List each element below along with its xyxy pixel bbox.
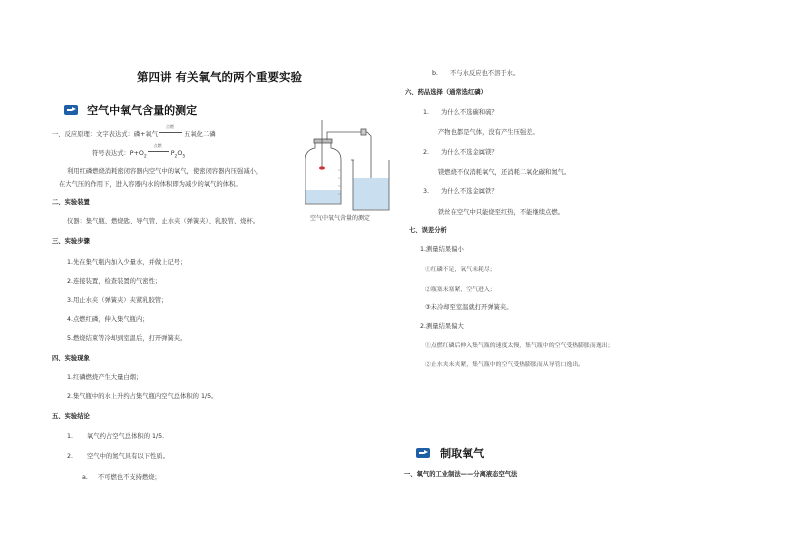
symbol-lead: 符号表达式：P+O	[92, 150, 144, 157]
error-high-heading: 2.测量结果偏大	[420, 323, 464, 330]
error-low-item: ②瓶塞未塞紧，空气进入；	[425, 287, 496, 293]
beaker-water	[354, 178, 389, 210]
equation-lead: 一、反应原理：文字表达式：磷+氧气	[52, 131, 159, 138]
arrow-right-icon	[64, 105, 78, 115]
answer-text: 铁丝在空气中只能烧至红热，不能继续点燃。	[438, 209, 564, 216]
error-high-item: ②止水夹未夹紧，集气瓶中的空气受热膨胀而从导管口逸出。	[425, 362, 585, 368]
section-heading-label: 空气中氧气含量的测定	[87, 104, 198, 117]
heading-steps: 三、实验步骤	[52, 238, 90, 245]
conclusion-item	[67, 451, 169, 460]
equation-product: 五氧化二磷	[184, 131, 216, 138]
section-heading-label: 制取氧气	[440, 447, 485, 460]
error-low-item: ③未冷却至室温就打开弹簧夹。	[425, 304, 513, 311]
property-item-b	[432, 68, 519, 77]
symbol-product-o: O	[177, 150, 183, 157]
step-item: 4.点燃红磷，伸入集气瓶内；	[67, 316, 149, 323]
principle-desc-line2: 在大气压的作用下，进入容器内水的体积即为减少的氧气的体积。	[59, 181, 242, 188]
bottle-water	[306, 190, 341, 204]
red-phosphorus	[319, 166, 325, 169]
heading-industrial-method: 一、氧气的工业制法——分离液态空气法	[404, 471, 518, 478]
reaction-condition-label: 点燃	[166, 124, 175, 129]
heading-error-analysis: 七、误差分析	[409, 227, 447, 234]
reaction-word-equation	[52, 124, 216, 138]
symbol-condition-arrow	[147, 143, 171, 155]
conclusion-item	[67, 431, 164, 440]
principle-desc-line1: 利用红磷燃烧消耗密闭容器内空气中的氧气，使密闭容器内压强减小，	[67, 168, 263, 175]
error-low-item: ①红磷不足，氧气未耗尽；	[425, 267, 496, 273]
figure-caption: 空气中氧气含量的测定	[310, 215, 371, 222]
conclusion-text: 氧气约占空气总体积的 1/5.	[87, 433, 165, 440]
conclusion-text: 不可燃也不支持燃烧；	[97, 474, 161, 481]
conclusion-number: 2.	[67, 453, 74, 460]
answer-text: 产物也都是气体，没有产生压强差。	[438, 129, 539, 136]
phenomenon-item: 2.集气瓶中的水上升约占集气瓶内空气总体积的 1/5。	[67, 393, 218, 400]
apparatus-figure	[305, 120, 397, 214]
step-item: 1.先在集气瓶内加入少量水，并做上记号；	[67, 259, 187, 266]
reaction-symbol-equation	[92, 143, 186, 160]
conclusion-number: a.	[82, 474, 88, 481]
error-high-item: ①点燃红磷后伸入集气瓶的速度太慢，集气瓶中的空气受热膨胀而逸出；	[425, 343, 614, 349]
heading-reagent-choice: 六、药品选择（通常选红磷）	[405, 89, 487, 96]
section-heading-oxygen-content	[64, 99, 197, 118]
question-number: 3.	[423, 188, 430, 195]
question-item	[423, 186, 498, 195]
symbol-product-sub2: 5	[182, 154, 186, 160]
property-number: b.	[432, 70, 438, 77]
step-item: 5.燃烧结束等冷却到室温后，打开弹簧夹。	[67, 335, 187, 342]
arrow-right-icon	[416, 448, 430, 458]
stopper	[314, 139, 332, 143]
question-number: 2.	[423, 149, 430, 156]
question-number: 1.	[423, 109, 430, 116]
conclusion-number: 1.	[67, 433, 74, 440]
question-text: 为什么不选碳和硫？	[441, 109, 498, 116]
spring-clamp	[361, 129, 366, 135]
symbol-sub: 2	[143, 154, 147, 160]
conclusion-item	[82, 472, 161, 481]
error-low-heading: 1.测量结果偏小	[420, 246, 464, 253]
answer-text: 镁燃烧不仅消耗氧气，还消耗二氧化碳和氮气。	[438, 169, 571, 176]
question-text: 为什么不选金属铁？	[441, 188, 498, 195]
symbol-product: P	[170, 150, 175, 157]
symbol-product-sub1: 2	[174, 154, 178, 160]
heading-conclusion: 五、实验结论	[52, 413, 90, 420]
reaction-condition-arrow	[158, 124, 184, 136]
phenomenon-item: 1.红磷燃烧产生大量白烟；	[67, 374, 143, 381]
property-text: 不与水反应也不溶于水。	[450, 70, 520, 77]
question-item	[423, 107, 498, 116]
heading-apparatus: 二、实验装置	[52, 199, 90, 206]
step-item: 3.用止水夹（弹簧夹）夹紧乳胶管；	[67, 297, 168, 304]
conclusion-text: 空气中的氮气具有以下性质。	[87, 453, 169, 460]
heading-phenomena: 四、实验现象	[52, 355, 90, 362]
question-text: 为什么不选金属镁？	[441, 149, 498, 156]
page-title: 第四讲 有关氧气的两个重要实验	[137, 70, 303, 84]
question-item	[423, 147, 498, 156]
step-item: 2.连接装置，检查装置的气密性；	[67, 278, 162, 285]
section-heading-oxygen-preparation	[416, 442, 484, 461]
apparatus-list: 仪器：集气瓶、燃烧匙、导气管、止水夹（弹簧夹）、乳胶管、烧杯。	[67, 218, 260, 225]
symbol-condition-label: 点燃	[153, 143, 162, 148]
